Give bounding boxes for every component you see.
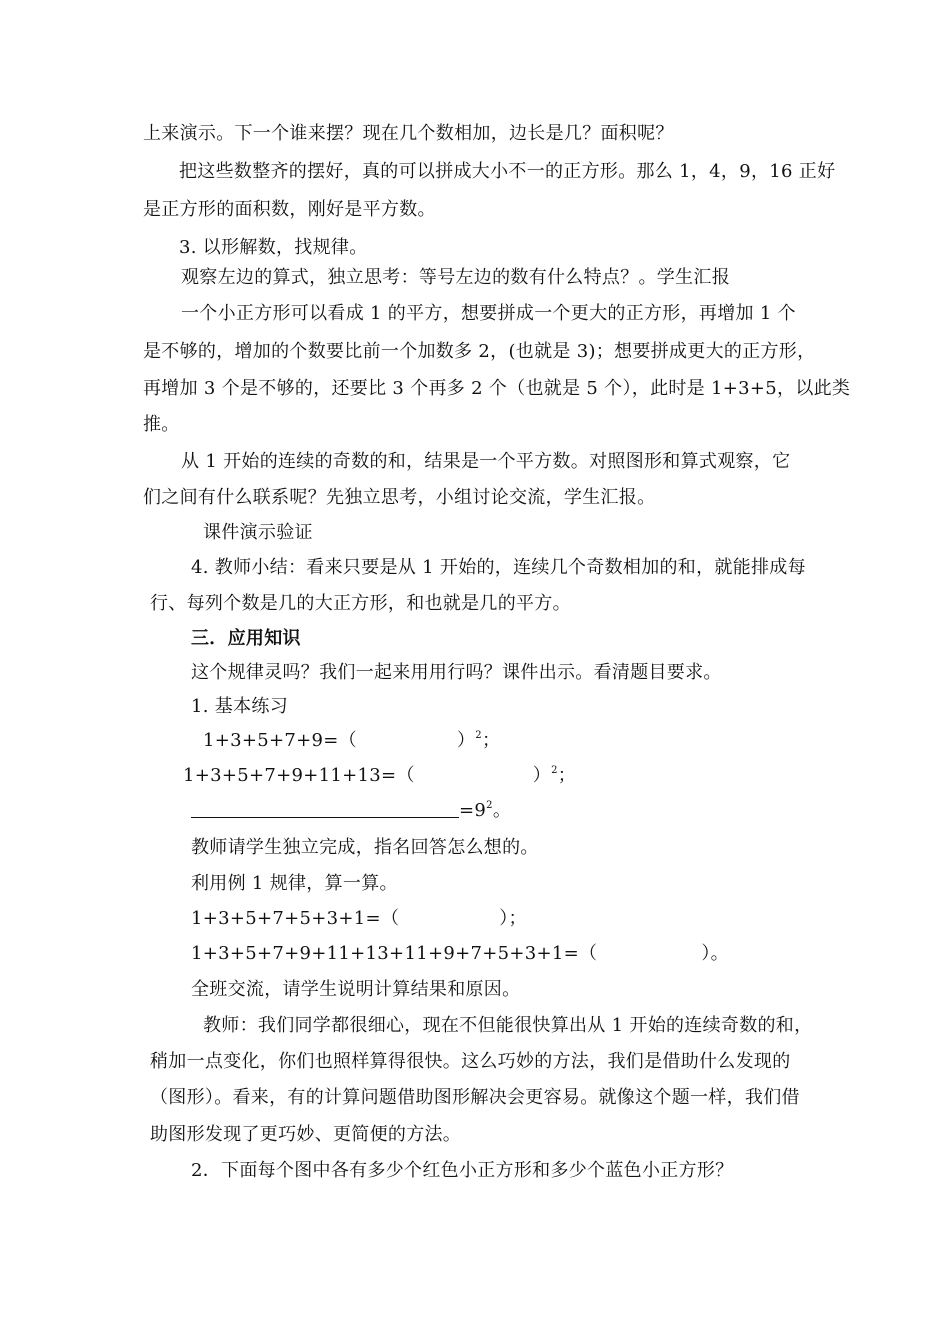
paragraph-line: 教师请学生独立完成，指名回答怎么想的。 xyxy=(191,837,539,858)
exercise-1-expression: 1+3+5+7+9=（ xyxy=(203,730,357,751)
calc-1-close: ）； xyxy=(499,908,527,929)
exponent: 2 xyxy=(475,730,482,741)
paragraph-line: 课件演示验证 xyxy=(203,522,313,543)
paragraph-line: 稍加一点变化，你们也照样算得很快。这么巧妙的方法，我们是借助什么发现的 xyxy=(150,1051,791,1072)
calc-1-expression: 1+3+5+7+5+3+1=（ xyxy=(191,908,400,929)
paragraph-line: 从 1 开始的连续的奇数的和，结果是一个平方数。对照图形和算式观察，它 xyxy=(181,451,791,472)
paragraph-line: 一个小正方形可以看成 1 的平方，想要拼成一个更大的正方形，再增加 1 个 xyxy=(181,303,796,324)
exercise-3-result: =9 xyxy=(459,800,487,821)
exercise-1-close: ） xyxy=(456,730,476,751)
paragraph-line: 助图形发现了更巧妙、更简便的方法。 xyxy=(150,1124,462,1145)
exercise-2-end: ； xyxy=(557,765,577,786)
exercise-3-end: 。 xyxy=(492,800,512,821)
paragraph-line: 4. 教师小结：看来只要是从 1 开始的，连续几个奇数相加的和，就能排成每 xyxy=(191,557,806,578)
paragraph-line: 上来演示。下一个谁来摆？现在几个数相加，边长是几？面积呢？ xyxy=(143,123,674,144)
paragraph-line: 3. 以形解数，找规律。 xyxy=(179,237,368,258)
paragraph-line: 2．下面每个图中各有多少个红色小正方形和多少个蓝色小正方形？ xyxy=(191,1160,734,1181)
calc-2-close: ）。 xyxy=(701,943,729,964)
calc-2-expression: 1+3+5+7+9+11+13+11+9+7+5+3+1=（ xyxy=(191,943,598,964)
paragraph-line: 们之间有什么联系呢？先独立思考，小组讨论交流，学生汇报。 xyxy=(143,487,656,508)
paragraph-line: 观察左边的算式，独立思考：等号左边的数有什么特点？。学生汇报 xyxy=(181,267,730,288)
paragraph-line: 这个规律灵吗？我们一起来用用行吗？课件出示。看清题目要求。 xyxy=(191,662,722,683)
paragraph-line: 再增加 3 个是不够的，还要比 3 个再多 2 个（也就是 5 个），此时是 1+3+5，以此类 xyxy=(143,378,851,399)
section-heading: 三．应用知识 xyxy=(191,628,301,649)
paragraph-line: 把这些数整齐的摆好，真的可以拼成大小不一的正方形。那么 1，4，9，16 正好 xyxy=(179,161,836,182)
exponent: 2 xyxy=(486,800,493,811)
paragraph-line: 教师：我们同学都很细心，现在不但能很快算出从 1 开始的连续奇数的和， xyxy=(203,1015,813,1036)
exercise-1-end: ； xyxy=(481,730,501,751)
paragraph-line: （图形）。看来，有的计算问题借助图形解决会更容易。就像这个题一样，我们借 xyxy=(150,1087,800,1108)
exercise-3 xyxy=(191,799,511,823)
paragraph-line: 1. 基本练习 xyxy=(191,696,288,717)
paragraph-line: 是正方形的面积数，刚好是平方数。 xyxy=(143,199,436,220)
calc-2 xyxy=(191,942,729,966)
answer-underline xyxy=(191,799,459,818)
paragraph-line: 推。 xyxy=(143,414,180,435)
exercise-2-expression: 1+3+5+7+9+11+13=（ xyxy=(183,765,415,786)
exponent: 2 xyxy=(551,765,558,776)
paragraph-line: 行、每列个数是几的大正方形，和也就是几的平方。 xyxy=(150,593,571,614)
paragraph-line: 利用例 1 规律，算一算。 xyxy=(191,873,398,894)
exercise-2-close: ） xyxy=(532,765,552,786)
paragraph-line: 是不够的，增加的个数要比前一个加数多 2，(也就是 3)；想要拼成更大的正方形， xyxy=(143,341,816,362)
paragraph-line: 全班交流，请学生说明计算结果和原因。 xyxy=(191,979,521,1000)
exercise-2 xyxy=(183,764,576,788)
calc-1 xyxy=(191,907,527,931)
exercise-1 xyxy=(203,729,500,753)
